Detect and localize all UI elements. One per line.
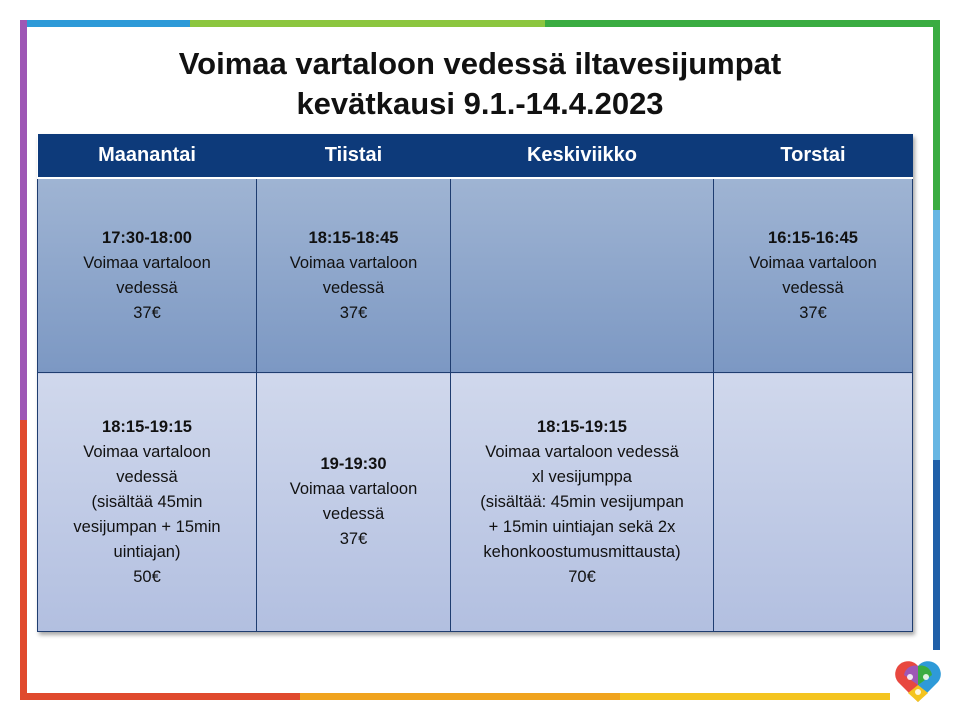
session-details: Voimaa vartaloon vedessä 37€ xyxy=(289,480,418,548)
table-header-row xyxy=(38,134,913,178)
session-time: 18:15-19:15 xyxy=(537,417,627,436)
header-monday: Maanantai xyxy=(38,134,257,178)
schedule-cell-wednesday xyxy=(451,373,714,632)
schedule-cell-wednesday-empty xyxy=(451,178,714,373)
session-time: 19-19:30 xyxy=(320,455,387,473)
session-details: Voimaa vartaloon vedessä 37€ xyxy=(83,253,211,322)
frame-border xyxy=(190,20,545,27)
schedule-cell-tuesday xyxy=(257,373,451,632)
frame-border xyxy=(933,210,940,460)
frame-border xyxy=(20,20,190,27)
frame-border xyxy=(620,693,890,700)
session-details: Voimaa vartaloon vedessä 37€ xyxy=(749,253,877,322)
session-details: Voimaa vartaloon vedessä xl vesijumppa (sisältää: 45min vesijumpan + 15min uintiajan sekä 2x kehonkoostumusmittausta) 70€ xyxy=(480,442,684,586)
frame-border xyxy=(20,420,27,700)
table-row xyxy=(38,178,913,373)
header-tuesday: Tiistai xyxy=(257,134,451,178)
frame-border xyxy=(933,20,940,210)
session-details: Voimaa vartaloon vedessä (sisältää 45min vesijumpan + 15min uintiajan) 50€ xyxy=(73,442,221,586)
table-row xyxy=(38,373,913,632)
schedule-table xyxy=(37,134,913,632)
frame-border xyxy=(20,693,300,700)
session-time: 18:15-19:15 xyxy=(102,417,192,436)
schedule-cell-monday xyxy=(38,178,257,373)
frame-border xyxy=(545,20,940,27)
heart-logo-icon xyxy=(892,655,944,705)
schedule-cell-monday xyxy=(38,373,257,632)
session-time: 16:15-16:45 xyxy=(768,228,858,247)
frame-border xyxy=(300,693,620,700)
session-time: 18:15-18:45 xyxy=(308,228,399,247)
title-line-2: kevätkausi 9.1.-14.4.2023 xyxy=(296,86,664,121)
page-title xyxy=(60,44,900,124)
session-time: 17:30-18:00 xyxy=(102,228,192,247)
frame-border xyxy=(933,460,940,650)
title-line-1: Voimaa vartaloon vedessä iltavesijumpat xyxy=(178,46,782,81)
frame-border xyxy=(20,20,27,420)
header-wednesday: Keskiviikko xyxy=(451,134,714,178)
session-details: Voimaa vartaloon vedessä 37€ xyxy=(289,253,418,322)
schedule-cell-thursday xyxy=(714,178,913,373)
schedule-cell-tuesday xyxy=(257,178,451,373)
schedule-cell-thursday-empty xyxy=(714,373,913,632)
header-thursday: Torstai xyxy=(714,134,913,178)
